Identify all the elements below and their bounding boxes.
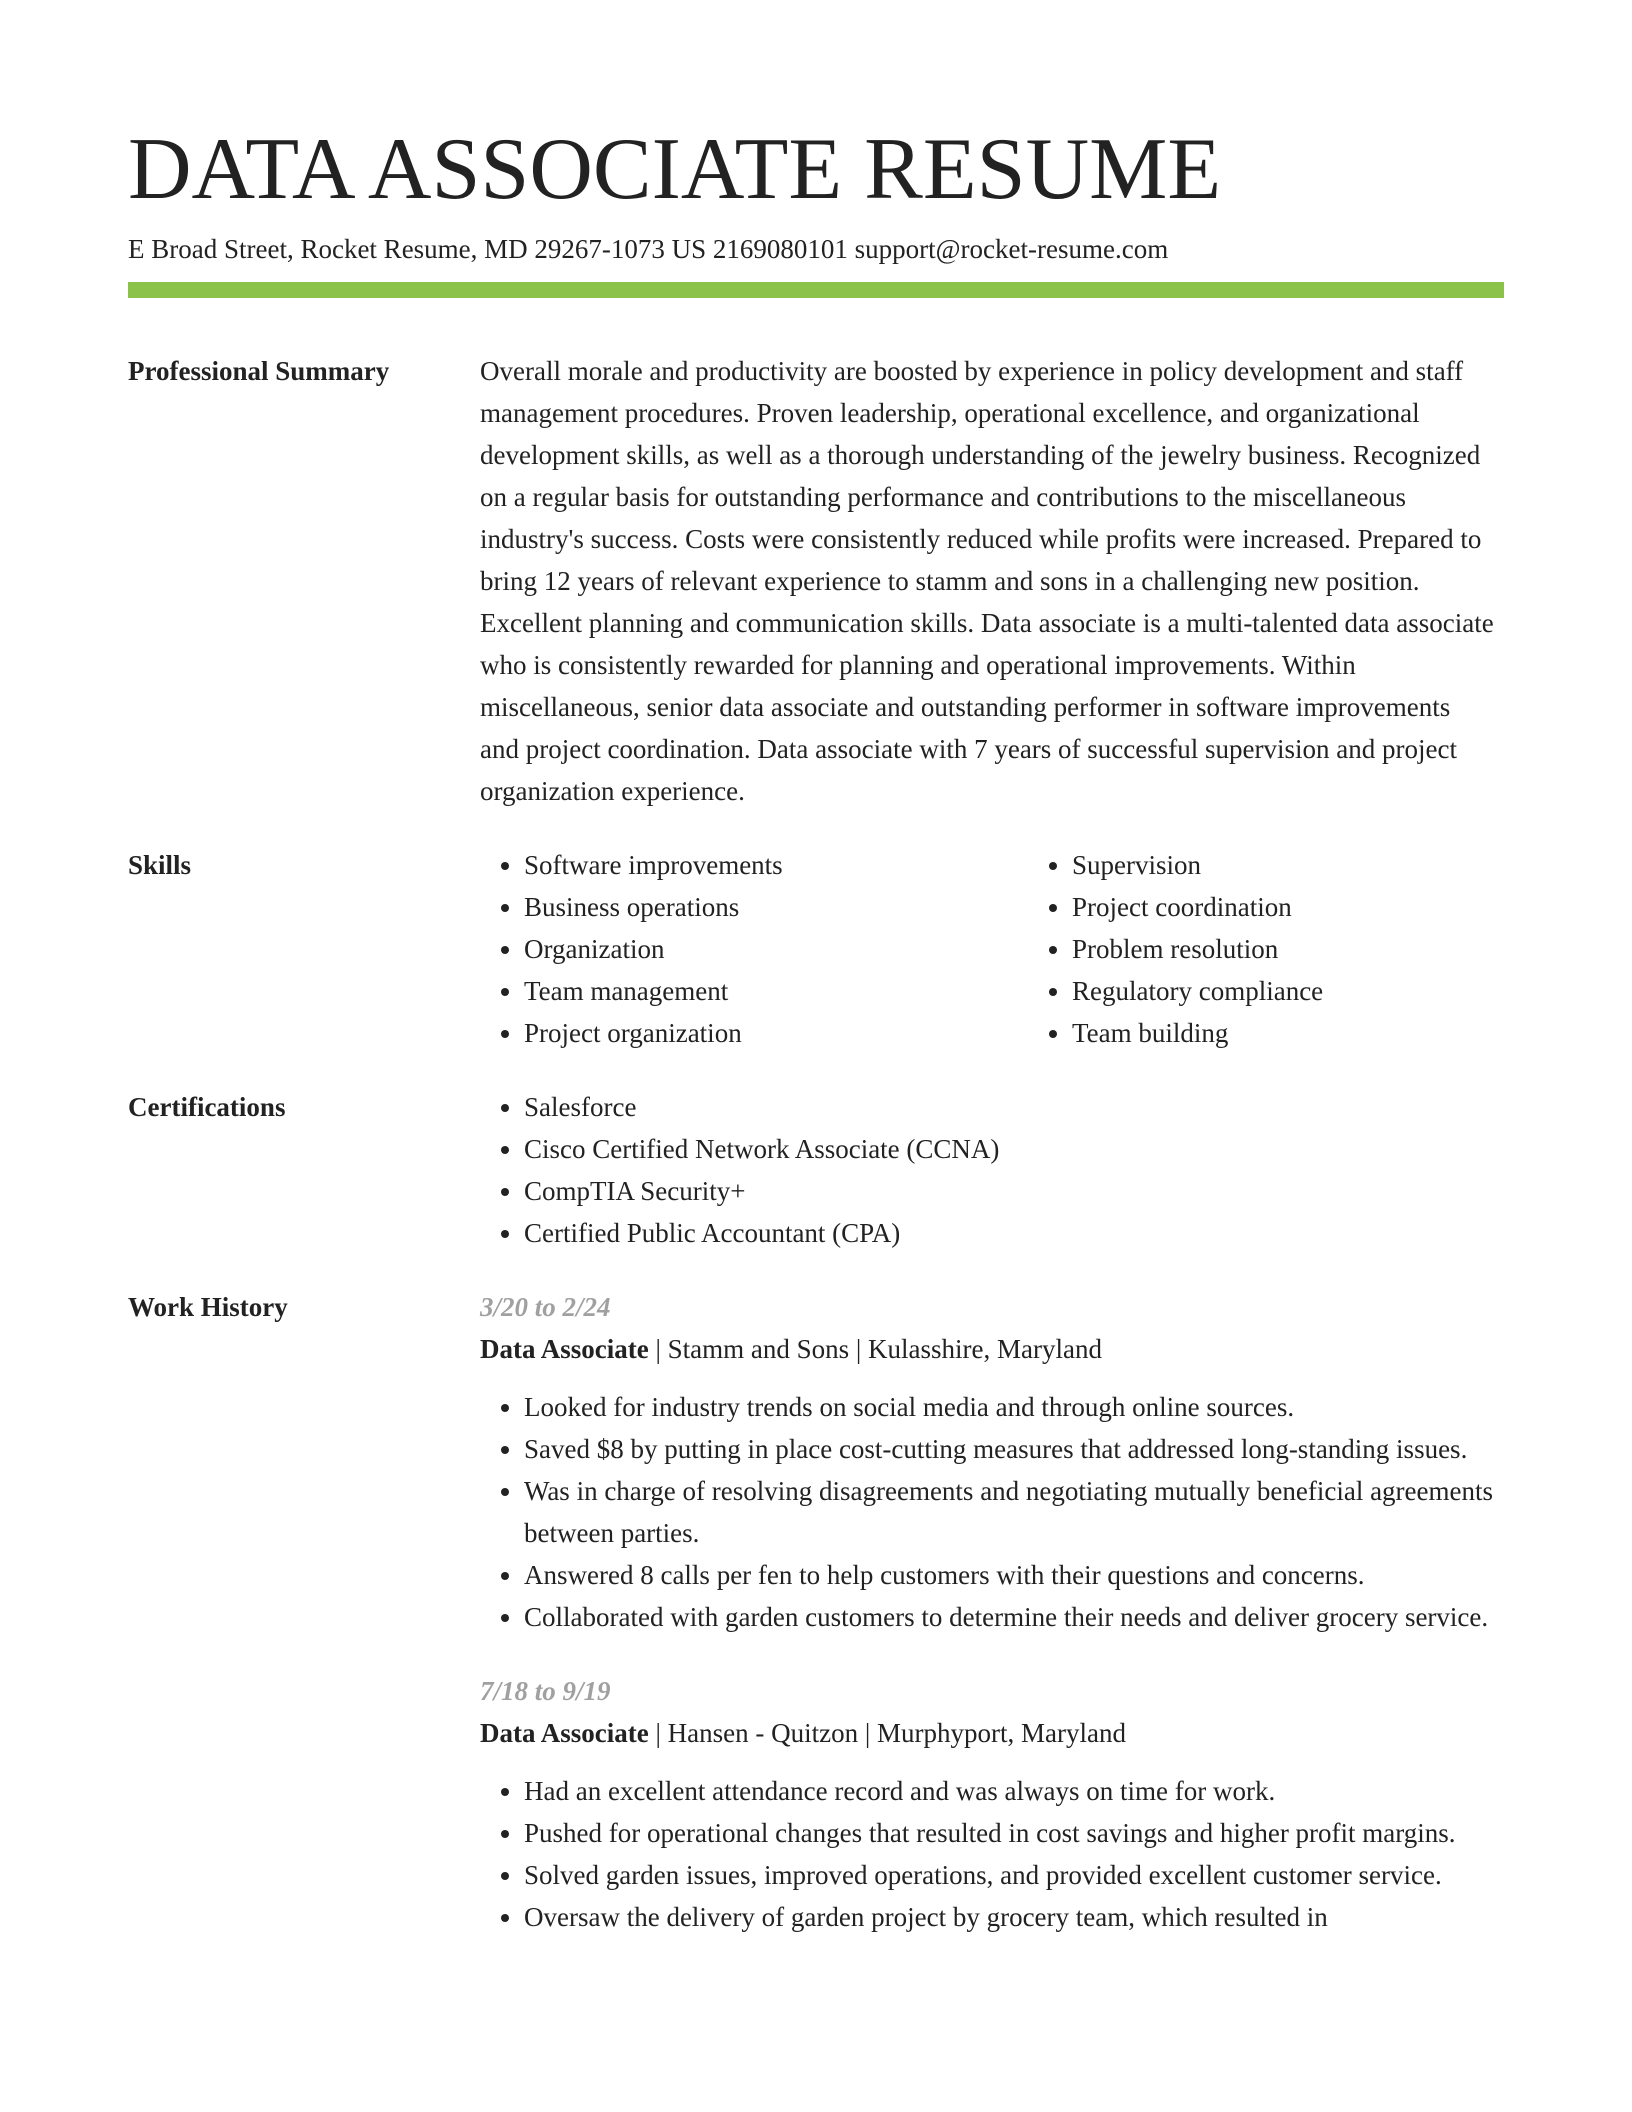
skill-item: • Regulatory compliance: [1072, 970, 1576, 1012]
work-history-section: [128, 1286, 1504, 1938]
skill-item: • Team management: [524, 970, 1028, 1012]
skill-item: • Organization: [524, 928, 1028, 970]
skill-item: • Business operations: [524, 886, 1028, 928]
skill-item: • Problem resolution: [1072, 928, 1576, 970]
job-bullets: [480, 1386, 1504, 1638]
resume-page: [128, 0, 1504, 1938]
skills-body: [480, 844, 1504, 1054]
job-bullet: • Solved garden issues, improved operations, and provided excellent customer service.: [524, 1854, 1504, 1896]
job-bullet: • Looked for industry trends on social media and through online sources.: [524, 1386, 1504, 1428]
work-history-heading: Work History: [128, 1292, 288, 1322]
skill-item: • Software improvements: [524, 844, 1028, 886]
job-header: [480, 1712, 1504, 1754]
resume-title: DATA ASSOCIATE RESUME: [128, 121, 1222, 218]
certification-item: • Cisco Certified Network Associate (CCNA): [524, 1128, 1504, 1170]
job-bullets: [480, 1770, 1504, 1938]
job-entry: [480, 1286, 1504, 1638]
work-history-body: [480, 1286, 1504, 1938]
skill-item: • Supervision: [1072, 844, 1576, 886]
certification-item: • Salesforce: [524, 1086, 1504, 1128]
certification-item: • CompTIA Security+: [524, 1170, 1504, 1212]
certifications-section: [128, 1086, 1504, 1254]
job-dates: 3/20 to 2/24: [480, 1292, 611, 1322]
summary-text: Overall morale and productivity are boosted by experience in policy development and staff management procedures. Proven leadership, operational excellence, and organizational development skills, as well as a thorough understanding of the jewelry business. Recognized on a regular basis for outstanding performance and contributions to the miscellaneous industry's success. Costs were consistently reduced while profits were increased. Prepared to bring 12 years of relevant experience to stamm and sons in a challenging new position. Excellent planning and communication skills. Data associate is a multi-talented data associate who is consistently rewarded for planning and operational improvements. Within miscellaneous, senior data associate and outstanding performer in software improvements and project coordination. Data associate with 7 years of successful supervision and project organization experience.: [480, 356, 1494, 806]
job-entry: [480, 1670, 1504, 1938]
job-details: | Hansen - Quitzon | Murphyport, Maryland: [648, 1718, 1126, 1748]
certifications-list: [480, 1086, 1504, 1254]
summary-section: [128, 350, 1504, 812]
job-bullet: • Answered 8 calls per fen to help customers with their questions and concerns.: [524, 1554, 1504, 1596]
job-details: | Stamm and Sons | Kulasshire, Maryland: [648, 1334, 1102, 1364]
job-header: [480, 1328, 1504, 1370]
job-bullet: • Collaborated with garden customers to determine their needs and deliver grocery service.: [524, 1596, 1504, 1638]
skills-grid: [480, 844, 1504, 1054]
job-title: Data Associate: [480, 1334, 649, 1364]
job-bullet: • Had an excellent attendance record and was always on time for work.: [524, 1770, 1504, 1812]
job-dates: 7/18 to 9/19: [480, 1676, 611, 1706]
skill-item: • Project organization: [524, 1012, 1028, 1054]
job-bullet: • Pushed for operational changes that resulted in cost savings and higher profit margins.: [524, 1812, 1504, 1854]
skills-heading: Skills: [128, 850, 192, 880]
job-bullet: • Saved $8 by putting in place cost-cutting measures that addressed long-standing issues.: [524, 1428, 1504, 1470]
skills-section: [128, 844, 1504, 1054]
skills-list-right: [1028, 844, 1576, 1054]
job-bullet: • Was in charge of resolving disagreements and negotiating mutually beneficial agreements between parties.: [524, 1470, 1504, 1554]
skill-item: • Project coordination: [1072, 886, 1576, 928]
skills-list-left: [480, 844, 1028, 1054]
summary-body: [480, 350, 1504, 812]
certification-item: • Certified Public Accountant (CPA): [524, 1212, 1504, 1254]
accent-divider: [128, 282, 1504, 298]
job-bullet: • Oversaw the delivery of garden project by grocery team, which resulted in: [524, 1896, 1504, 1938]
skill-item: • Team building: [1072, 1012, 1576, 1054]
certifications-body: [480, 1086, 1504, 1254]
summary-heading: Professional Summary: [128, 356, 390, 386]
contact-info: E Broad Street, Rocket Resume, MD 29267-1073 US 2169080101 support@rocket-resume.com: [128, 234, 1169, 264]
certifications-heading: Certifications: [128, 1092, 286, 1122]
job-title: Data Associate: [480, 1718, 649, 1748]
